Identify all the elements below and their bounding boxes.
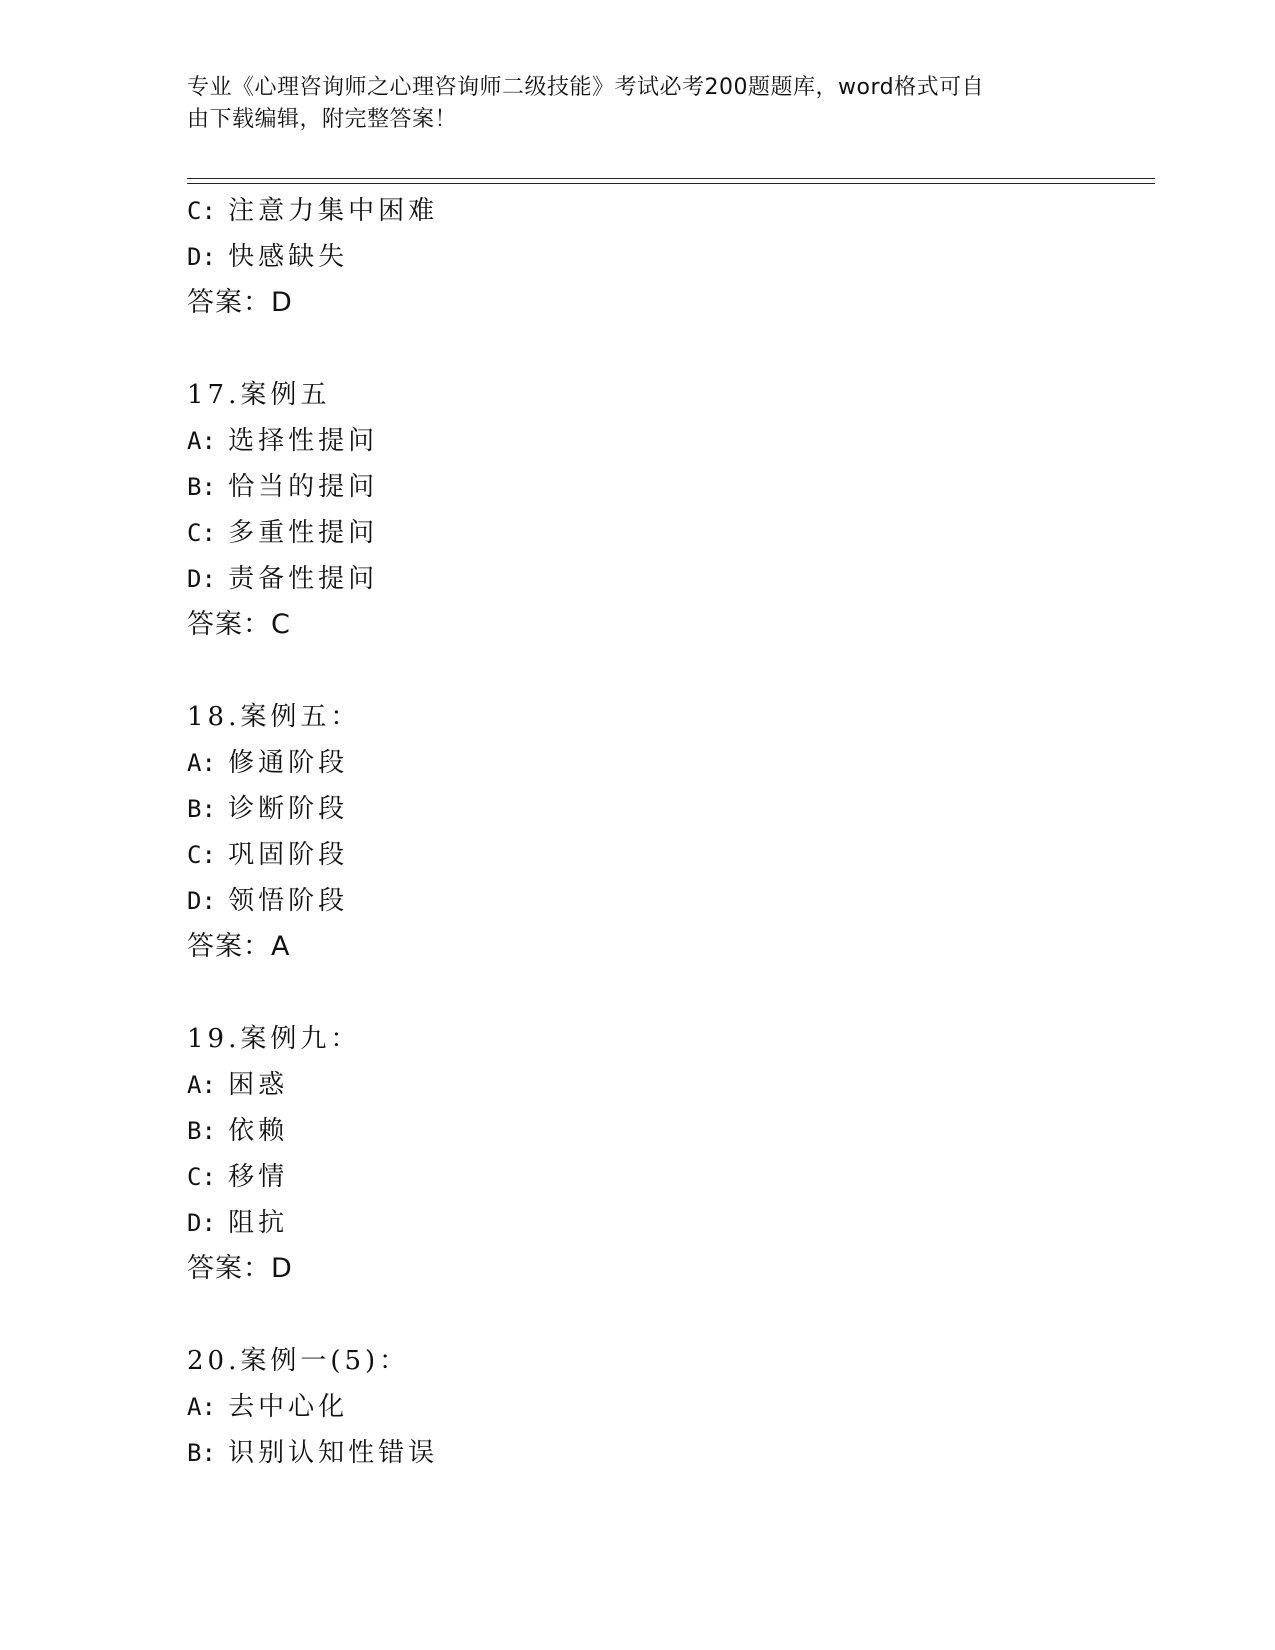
question-title: 17.案例五: [187, 380, 331, 410]
option-a: [187, 1062, 1147, 1108]
option-text: 快感缺失: [228, 242, 349, 272]
option-a: [187, 740, 1147, 786]
header-line-2: 由下载编辑，附完整答案！: [187, 107, 458, 132]
header-divider-bottom: [187, 183, 1155, 184]
option-label: D:: [187, 565, 216, 593]
option-d: [187, 878, 1147, 924]
option-label: C:: [187, 519, 216, 547]
block-spacer: [187, 1292, 1147, 1338]
option-text: 困惑: [228, 1070, 289, 1100]
question-block-16: [187, 188, 1147, 326]
option-label: D:: [187, 1209, 216, 1237]
answer-line: 答案：D: [187, 287, 293, 318]
option-text: 领悟阶段: [228, 886, 349, 916]
option-b: [187, 786, 1147, 832]
question-title: 20.案例一(5)：: [187, 1346, 410, 1376]
header-divider-top: [187, 178, 1155, 179]
option-text: 阻抗: [228, 1208, 289, 1238]
answer-line: 答案：A: [187, 931, 291, 962]
option-a: [187, 418, 1147, 464]
option-label: B:: [187, 473, 216, 501]
option-c: [187, 832, 1147, 878]
document-header: [187, 72, 1067, 136]
question-title: 18.案例五：: [187, 702, 361, 732]
option-label: C:: [187, 1163, 216, 1191]
option-text: 修通阶段: [228, 748, 349, 778]
option-d: [187, 234, 1147, 280]
option-text: 诊断阶段: [228, 794, 349, 824]
option-text: 多重性提问: [228, 518, 379, 548]
block-spacer: [187, 648, 1147, 694]
option-text: 恰当的提问: [228, 472, 379, 502]
header-line-1: 专业《心理咨询师之心理咨询师二级技能》考试必考200题题库，word格式可自: [187, 75, 985, 100]
option-b: [187, 1108, 1147, 1154]
option-label: D:: [187, 887, 216, 915]
answer-line: 答案：D: [187, 1253, 293, 1284]
option-label: B:: [187, 1439, 216, 1467]
option-label: D:: [187, 243, 216, 271]
option-text: 识别认知性错误: [228, 1438, 439, 1468]
question-block-19: [187, 1016, 1147, 1292]
block-spacer: [187, 326, 1147, 372]
option-d: [187, 556, 1147, 602]
option-text: 依赖: [228, 1116, 289, 1146]
option-d: [187, 1200, 1147, 1246]
question-block-20: [187, 1338, 1147, 1476]
option-c: [187, 1154, 1147, 1200]
option-label: A:: [187, 1071, 216, 1099]
option-text: 责备性提问: [228, 564, 379, 594]
option-c: [187, 188, 1147, 234]
option-text: 去中心化: [228, 1392, 349, 1422]
option-label: A:: [187, 1393, 216, 1421]
question-block-18: [187, 694, 1147, 970]
answer-line: 答案：C: [187, 609, 291, 640]
question-block-17: [187, 372, 1147, 648]
block-spacer: [187, 970, 1147, 1016]
question-title: 19.案例九：: [187, 1024, 361, 1054]
option-text: 移情: [228, 1162, 289, 1192]
option-b: [187, 464, 1147, 510]
option-label: A:: [187, 749, 216, 777]
question-list: [187, 188, 1147, 1476]
option-text: 注意力集中困难: [228, 196, 439, 226]
option-label: A:: [187, 427, 216, 455]
option-label: C:: [187, 841, 216, 869]
option-text: 选择性提问: [228, 426, 379, 456]
option-a: [187, 1384, 1147, 1430]
option-label: B:: [187, 1117, 216, 1145]
option-label: B:: [187, 795, 216, 823]
option-label: C:: [187, 197, 216, 225]
option-b: [187, 1430, 1147, 1476]
option-c: [187, 510, 1147, 556]
option-text: 巩固阶段: [228, 840, 349, 870]
